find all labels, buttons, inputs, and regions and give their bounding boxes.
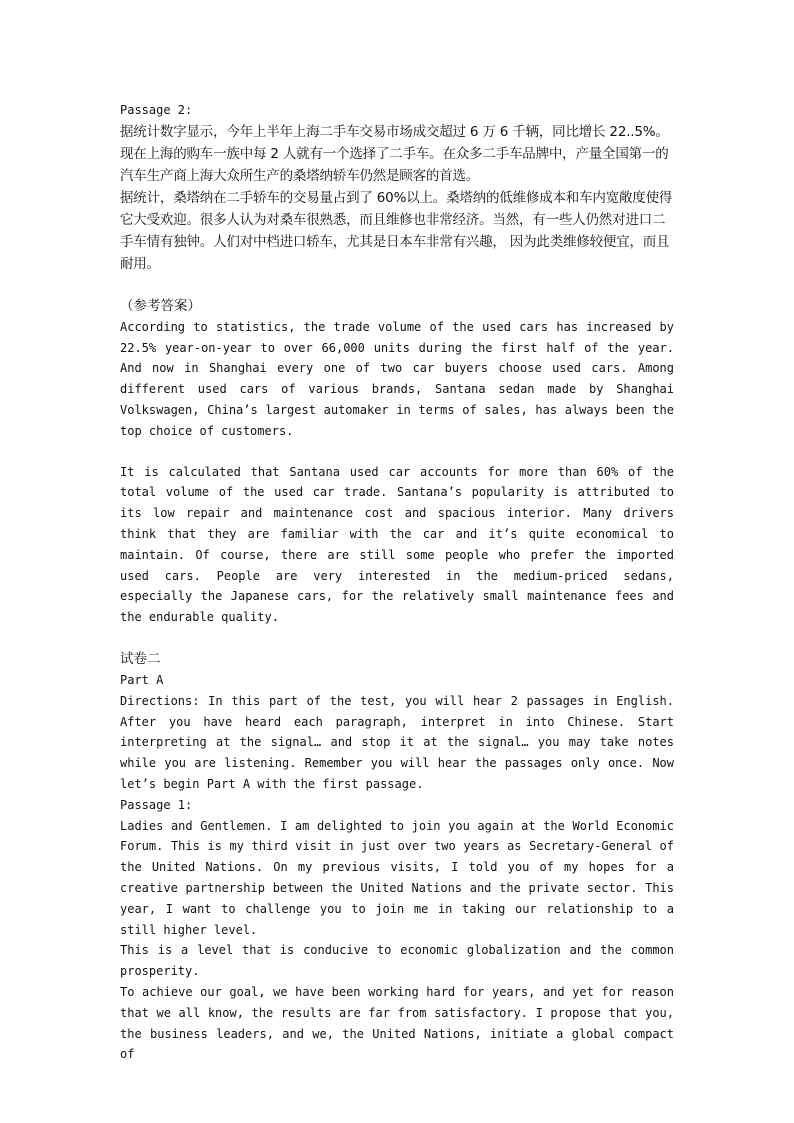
directions-paragraph: Directions: In this part of the test, you will hear 2 passages in English. After you have heard each paragraph, interpret in into Chinese. Start interpreting at the signal… and stop it at the signal… you may take notes while you are listening. Remember you will hear the passages only once. Now let’s begin Part A with the first passage. xyxy=(120,693,674,791)
document-page xyxy=(120,100,674,1065)
reference-answer-heading: （参考答案） xyxy=(120,297,201,314)
reference-answer-paragraph-2: It is calculated that Santana used car accounts for more than 60% of the total volume of the used car trade. Santana’s popularity is attributed to its low repair and maintenance cost and spacious interior. Many drivers think that they are familiar with the car and it’s quite economical to maintain. Of course, there are still some people who prefer the imported used cars. People are very interested in the medium-priced sedans, especially the Japanese cars, for the relatively small maintenance fees and the endurable quality. xyxy=(120,464,674,625)
passage-1-label: Passage 1: xyxy=(120,797,193,812)
passage-2-label: Passage 2: xyxy=(120,103,193,117)
passage-1-paragraph-3: To achieve our goal, we have been working hard for years, and yet for reason that we all know, the results are far from satisfactory. I propose that you, the business leaders, and we, the United Nations, initiate a global compact of xyxy=(120,984,674,1062)
passage-2-chinese-paragraph-2: 据统计，桑塔纳在二手轿车的交易量占到了 60%以上。桑塔纳的低维修成本和车内宽敞度使得它大受欢迎。很多人认为对桑车很熟悉，而且维修也非常经济。当然，有一些人仍然对进口二手车情有独钟。人们对中档进口轿车，尤其是日本车非常有兴趣， 因为此类维修较便宜，而且耐用。 xyxy=(120,189,673,272)
passage-1-paragraph-2: This is a level that is conducive to economic globalization and the common prosperity. xyxy=(120,943,674,979)
reference-answer-paragraph-1: According to statistics, the trade volume of the used cars has increased by 22.5% year-on-year to over 66,000 units during the first half of the year. And now in Shanghai every one of two car buyers choose used cars. Among different used cars of various brands, Santana sedan made by Shanghai Volkswagen, China’s largest automaker in terms of sales, has always been the top choice of customers. xyxy=(120,319,674,438)
part-a-label: Part A xyxy=(120,672,164,687)
passage-1-paragraph-1: Ladies and Gentlemen. I am delighted to join you again at the World Economic Forum. This is my third visit in just over two years as Secretary-General of the United Nations. On my previous visits, I told you of my hopes for a creative partnership between the United Nations and the private sector. This year, I want to challenge you to join me in taking our relationship to a still higher level. xyxy=(120,818,674,937)
passage-2-chinese-paragraph-1: 据统计数字显示，今年上半年上海二手车交易市场成交超过 6 万 6 千辆，同比增长 22..5%。现在上海的购车一族中每 2 人就有一个选择了二手车。在众多二手车品牌中，产量全国第一的汽车生产商上海大众所生产的桑塔纳轿车仍然是顾客的首选。 xyxy=(120,123,669,184)
paper-two-heading: 试卷二 xyxy=(120,650,161,667)
